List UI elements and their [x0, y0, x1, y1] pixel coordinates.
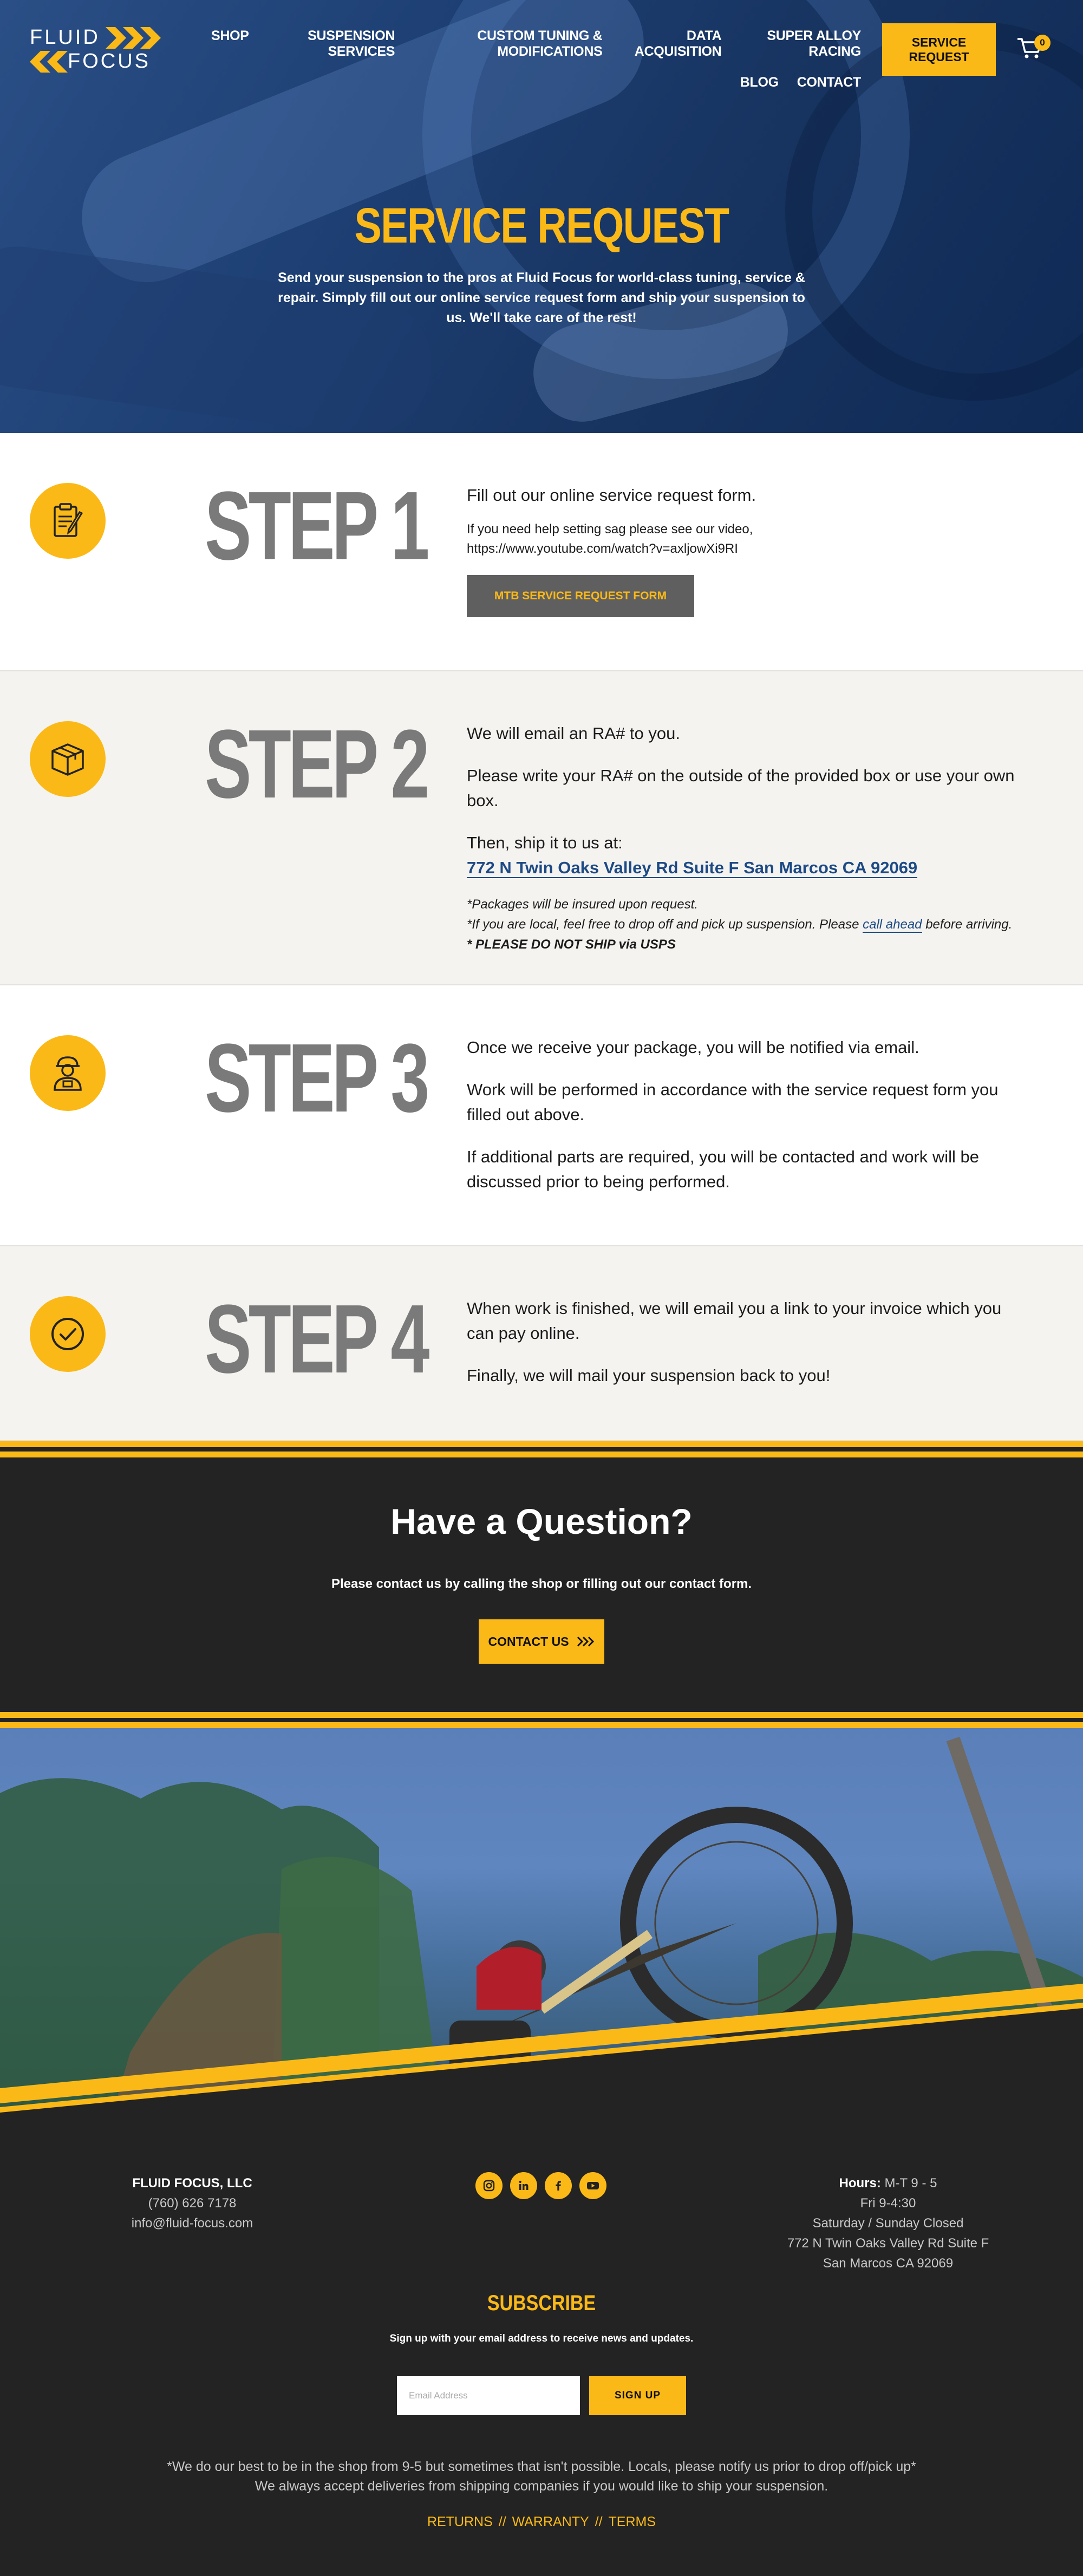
- step-1-icon-badge: [30, 483, 106, 559]
- cart-count-badge: 0: [1034, 35, 1051, 51]
- returns-link[interactable]: RETURNS: [427, 2514, 493, 2529]
- nav-data-acquisition[interactable]: DATA ACQUISITION: [634, 28, 722, 59]
- step-3-text-1: Once we receive your package, you will be notified via email.: [467, 1038, 919, 1057]
- company-phone[interactable]: (760) 626 7178: [148, 2196, 237, 2211]
- step-3-section: [0, 985, 1083, 1245]
- step-1-label: STEP 1: [205, 472, 427, 580]
- bottom-stripes: [0, 1712, 1083, 1728]
- footer-note: [0, 2457, 1083, 2496]
- subscribe-text: Sign up with your email address to receive news and updates.: [389, 2333, 694, 2344]
- mtb-service-request-form-button[interactable]: MTB SERVICE REQUEST FORM: [467, 575, 694, 617]
- step-4-section: [0, 1245, 1083, 1441]
- hours-line-1: [758, 2173, 1018, 2193]
- service-request-button[interactable]: SERVICE REQUEST: [882, 23, 996, 76]
- nav-row-1: [211, 28, 861, 60]
- step-1-text: Fill out our online service request form.: [467, 486, 756, 505]
- warranty-link[interactable]: WARRANTY: [512, 2514, 589, 2529]
- step-2-label: STEP 2: [205, 710, 427, 819]
- step-2-note-2: [467, 914, 1030, 934]
- facebook-icon[interactable]: [545, 2172, 572, 2199]
- hours-label: Hours:: [839, 2176, 881, 2191]
- nav-custom-tuning[interactable]: CUSTOM TUNING & MODIFICATIONS: [477, 28, 603, 59]
- footer-contact-info: [0, 2173, 384, 2233]
- social-links: [475, 2172, 606, 2199]
- hero-section: [0, 0, 1083, 433]
- step-3-label: STEP 3: [205, 1024, 427, 1133]
- question-title: Have a Question?: [390, 1501, 693, 1541]
- nav-contact[interactable]: CONTACT: [797, 75, 861, 90]
- link-separator: //: [591, 2514, 606, 2529]
- footer-hours: [758, 2173, 1018, 2273]
- step-2-section: [0, 670, 1083, 985]
- linkedin-icon[interactable]: [510, 2172, 537, 2199]
- step-2-note-2a: *If you are local, feel free to drop off and pick up suspension. Please: [467, 917, 863, 932]
- email-input[interactable]: [397, 2376, 580, 2415]
- step-2-icon-badge: [30, 721, 106, 797]
- step-4-text-2: Finally, we will mail your suspension back to you!: [467, 1366, 831, 1385]
- page-title: SERVICE REQUEST: [354, 198, 729, 253]
- step-4-icon-badge: [30, 1296, 106, 1372]
- check-circle-icon: [50, 1316, 86, 1352]
- step-4-text-1: When work is finished, we will email you a link to your invoice which you can pay online.: [467, 1299, 1002, 1343]
- box-icon: [48, 741, 87, 777]
- hero-subtitle: Send your suspension to the pros at Fluid Focus for world-class tuning, service & repair. Simply fill out our online service request form and ship your suspension to us. We'll take care of the rest!: [278, 270, 805, 325]
- step-2-text-3: Then, ship it to us at:: [467, 833, 623, 852]
- site-footer: [0, 2129, 1083, 2576]
- chevrons-right-icon: [577, 1636, 595, 1647]
- step-2-note-1: *Packages will be insured upon request.: [467, 897, 698, 912]
- logo-word-2: FOCUS: [68, 50, 151, 73]
- sign-up-button[interactable]: SIGN UP: [589, 2376, 686, 2415]
- top-stripes: [0, 1441, 1083, 1457]
- rider-photo: [0, 1728, 1083, 2129]
- step-2-content: [467, 721, 1030, 954]
- step-1-video-url[interactable]: https://www.youtube.com/watch?v=axljowXi9RI: [467, 541, 738, 556]
- logo-word-1: FLUID: [30, 26, 100, 49]
- company-email[interactable]: info@fluid-focus.com: [131, 2216, 253, 2231]
- logo-chevrons-left-icon: [30, 51, 68, 73]
- footer-address-2: San Marcos CA 92069: [823, 2256, 954, 2271]
- footer-note-1: *We do our best to be in the shop from 9-5 but sometimes that isn't possible. Locals, please notify us prior to drop off/pick up*: [167, 2459, 916, 2474]
- footer-address-1: 772 N Twin Oaks Valley Rd Suite F: [787, 2236, 989, 2251]
- step-1-content: [467, 483, 1030, 617]
- logo-chevrons-icon: [106, 27, 165, 49]
- step-1-help-text: If you need help setting sag please see our video,: [467, 522, 753, 537]
- usps-warning: * PLEASE DO NOT SHIP via USPS: [467, 937, 676, 952]
- main-nav: [211, 28, 861, 106]
- hours-weekday: M-T 9 - 5: [884, 2176, 937, 2191]
- step-2-text-2: Please write your RA# on the outside of the provided box or use your own box.: [467, 766, 1015, 810]
- hours-weekend: Saturday / Sunday Closed: [812, 2216, 964, 2231]
- step-3-icon-badge: [30, 1035, 106, 1111]
- company-name: FLUID FOCUS, LLC: [132, 2176, 252, 2191]
- shipping-address-link[interactable]: 772 N Twin Oaks Valley Rd Suite F San Marcos CA 92069: [467, 858, 918, 877]
- step-2-note-3: [467, 934, 1030, 954]
- step-1-section: [0, 433, 1083, 670]
- contact-us-label: CONTACT US: [488, 1634, 569, 1649]
- subscribe-title: SUBSCRIBE: [487, 2291, 596, 2315]
- link-separator: //: [494, 2514, 510, 2529]
- step-3-content: [467, 1035, 1030, 1194]
- footer-note-2: We always accept deliveries from shipping companies if you would like to ship your suspension.: [255, 2479, 828, 2494]
- step-2-text-1: We will email an RA# to you.: [467, 724, 680, 743]
- mechanic-icon: [50, 1054, 85, 1092]
- step-4-label: STEP 4: [205, 1285, 427, 1394]
- nav-blog[interactable]: BLOG: [740, 75, 779, 90]
- step-2-note-2b: before arriving.: [922, 917, 1013, 932]
- hero-bg-shape: [0, 238, 441, 433]
- clipboard-icon: [50, 502, 85, 539]
- step-4-content: [467, 1296, 1030, 1388]
- question-section: [0, 1441, 1083, 1728]
- rider-photo-art: [0, 1728, 1083, 2129]
- nav-super-alloy-racing[interactable]: SUPER ALLOY RACING: [767, 28, 861, 59]
- nav-shop[interactable]: SHOP: [211, 28, 249, 43]
- nav-row-2: [211, 75, 861, 90]
- logo[interactable]: [30, 26, 165, 73]
- footer-links: [0, 2514, 1083, 2530]
- step-3-text-2: Work will be performed in accordance with the service request form you filled out above.: [467, 1080, 999, 1124]
- contact-us-button[interactable]: [479, 1619, 604, 1664]
- youtube-icon[interactable]: [579, 2172, 606, 2199]
- instagram-icon[interactable]: [475, 2172, 503, 2199]
- hours-friday: Fri 9-4:30: [860, 2196, 916, 2211]
- terms-link[interactable]: TERMS: [608, 2514, 656, 2529]
- step-3-text-3: If additional parts are required, you will be contacted and work will be discussed prior to being performed.: [467, 1147, 980, 1191]
- nav-suspension-services[interactable]: SUSPENSION SERVICES: [308, 28, 395, 59]
- question-subtitle: Please contact us by calling the shop or filling out our contact form.: [331, 1577, 752, 1591]
- call-ahead-link[interactable]: call ahead: [863, 917, 922, 932]
